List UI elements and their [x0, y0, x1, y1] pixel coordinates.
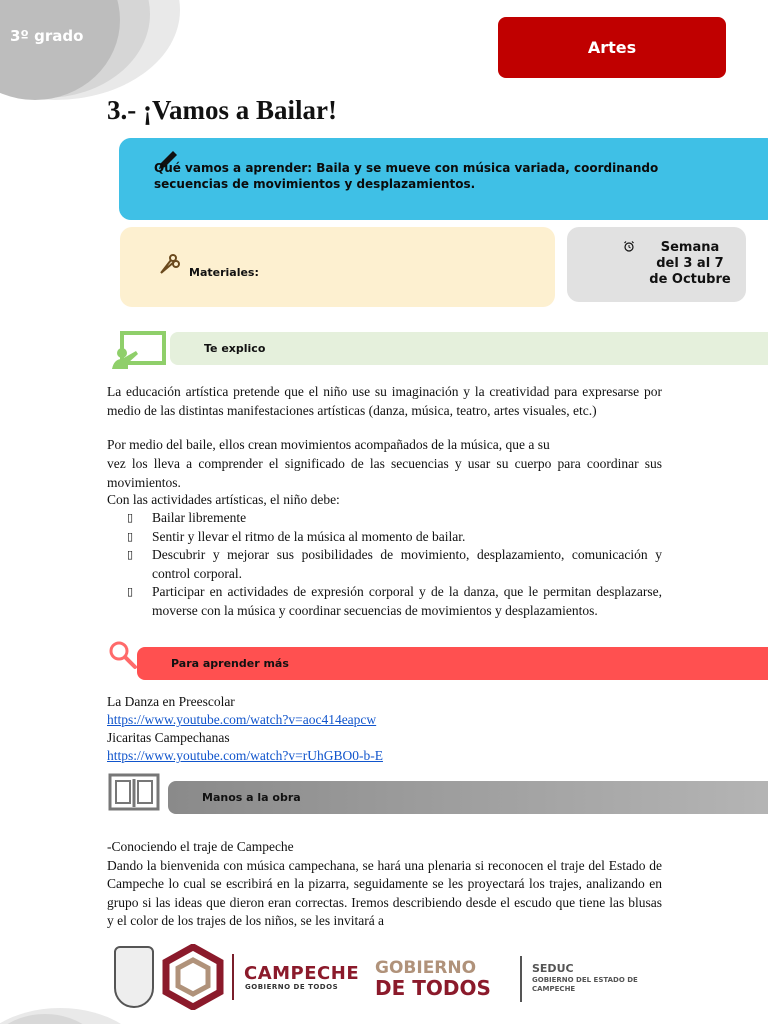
list-item-text: Bailar libremente: [152, 510, 247, 525]
campeche-wordmark: CAMPECHE: [244, 963, 360, 984]
section-hands-on-label: Manos a la obra: [202, 791, 301, 804]
section-hands-on: [168, 781, 768, 814]
explain-paragraph: Con las actividades artísticas, el niño debe:: [107, 492, 340, 507]
grade-label: 3º grado: [10, 27, 84, 45]
open-book-icon: [108, 773, 160, 813]
bullet-icon: ▯: [127, 529, 134, 543]
bullet-icon: ▯: [127, 511, 134, 524]
teacher-board-icon: [110, 331, 168, 371]
resource-title: La Danza en Preescolar: [107, 694, 235, 709]
materials-label: Materiales:: [189, 266, 259, 279]
footer-divider: [232, 954, 234, 1000]
resource-links: [107, 693, 607, 765]
campeche-hex-logo: [162, 944, 224, 1010]
section-learn-more: [137, 647, 768, 680]
list-item: [127, 546, 662, 583]
week-line: del 3 al 7: [656, 256, 724, 271]
subject-label: Artes: [587, 38, 637, 57]
explain-paragraph: La educación artística pretende que el niño use su imaginación y la creatividad para expresarse por medio de las distintas manifestaciones artísticas (danza, música, teatro, artes visuales, etc.): [107, 384, 662, 418]
section-learn-more-label: Para aprender más: [171, 657, 289, 670]
gobierno-wordmark: GOBIERNO: [375, 958, 477, 978]
video-link[interactable]: https://www.youtube.com/watch?v=rUhGBO0-b-E: [107, 748, 383, 763]
week-range: [645, 240, 735, 288]
list-item: [127, 528, 662, 547]
bullet-icon: ▯: [127, 548, 134, 561]
campeche-subtitle: GOBIERNO DE TODOS: [245, 983, 339, 991]
explain-paragraph: Por medio del baile, ellos crean movimientos acompañados de la música, que a su: [107, 437, 550, 452]
section-explain: [170, 332, 768, 365]
explain-paragraph: vez los lleva a comprender el significado de las secuencias y usar su cuerpo para coordinar sus movimientos.: [107, 456, 662, 490]
list-item-text: Descubrir y mejorar sus posibilidades de movimiento, desplazamiento, comunicación y control corporal.: [152, 547, 662, 581]
week-line: Semana: [660, 240, 720, 255]
hands-on-heading: -Conociendo el traje de Campeche: [107, 839, 294, 854]
list-item-text: Participar en actividades de expresión corporal y de la danza, que le permitan desplazarse, moverse con la música y coordinar secuencias de movimientos y desplazamientos.: [152, 584, 662, 618]
lesson-title: 3.- ¡Vamos a Bailar!: [107, 95, 337, 125]
list-item: [127, 509, 662, 528]
seduc-subtitle: GOBIERNO DEL ESTADO DE CAMPECHE: [532, 976, 638, 993]
magnifier-icon: [108, 640, 138, 670]
subject-badge: [498, 17, 726, 78]
hands-on-paragraph: Dando la bienvenida con música campechana, se hará una plenaria si reconocen el traje del Estado de Campeche lo cual se escribirá en la pizarra, seguidamente se les proyectará los trajes, analizando en grupo si las ideas que dieron eran correctas. Iremos describiendo desde el escudo que tiene las blusas y el color de los trajes de los niños, se les invitará a: [107, 857, 662, 928]
section-explain-label: Te explico: [204, 342, 266, 355]
state-shield-logo: [114, 946, 154, 1008]
learning-goal-text: Qué vamos a aprender: Baila y se mueve con música variada, coordinando secuencias de movimientos y desplazamientos.: [154, 161, 659, 191]
footer-logos: [110, 944, 670, 1012]
materials-box: [120, 227, 555, 307]
bullet-icon: ▯: [127, 585, 134, 598]
list-item: [127, 583, 662, 620]
scissors-icon: [157, 253, 181, 277]
seduc-wordmark: SEDUC: [532, 962, 574, 975]
resource-title: Jicaritas Campechanas: [107, 730, 230, 745]
activity-list: [127, 509, 662, 620]
footer-divider: [520, 956, 522, 1002]
week-line: de Octubre: [649, 272, 731, 287]
video-link[interactable]: https://www.youtube.com/watch?v=aoc414eapcw: [107, 712, 377, 727]
de-todos-wordmark: DE TODOS: [375, 976, 491, 1000]
list-item-text: Sentir y llevar el ritmo de la música al momento de bailar.: [152, 528, 466, 544]
hands-on-text: [107, 838, 662, 931]
alarm-clock-icon: [623, 240, 635, 252]
